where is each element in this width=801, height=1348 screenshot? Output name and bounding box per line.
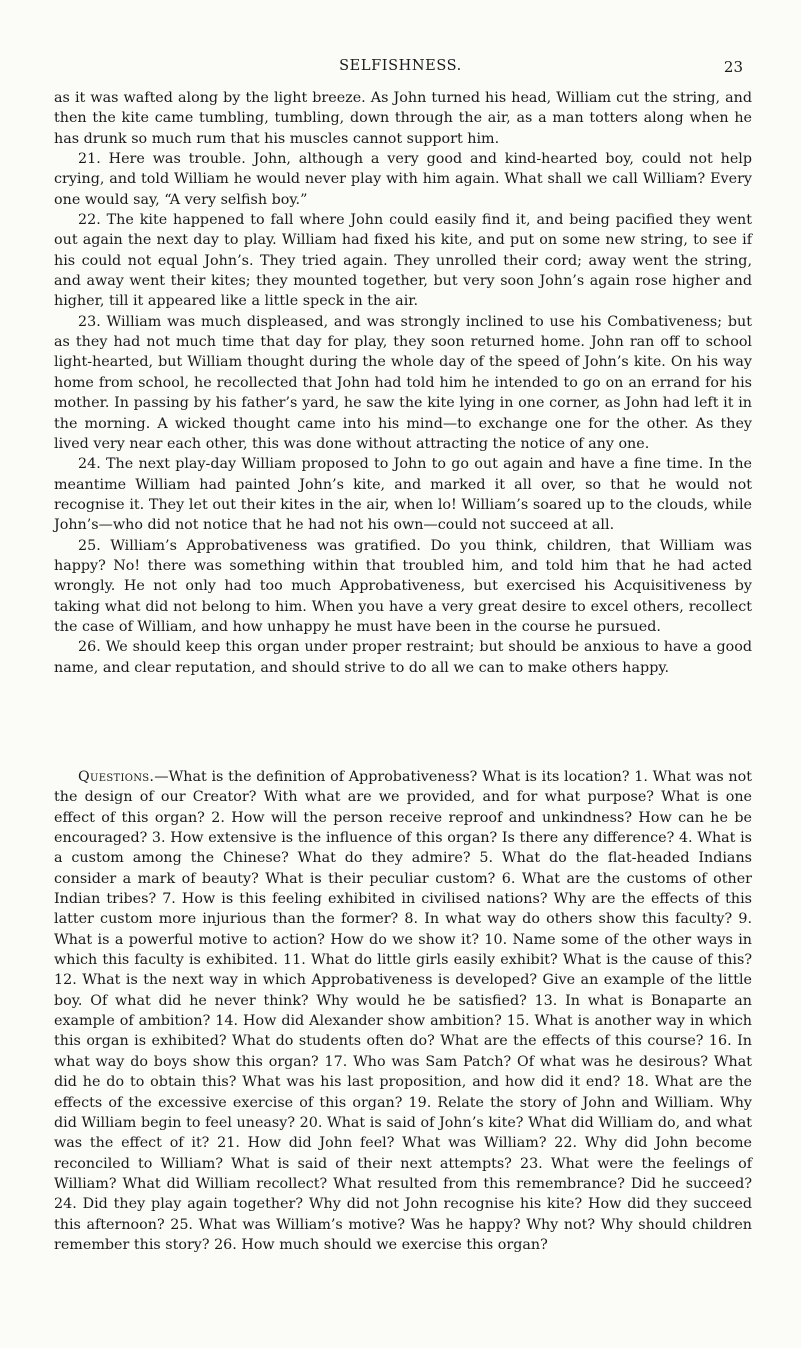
running-head: [0, 58, 801, 80]
paragraph: 23. William was much displeased, and was strongly inclined to use his Combativeness; but as they had not much time that day for play, they soon returned home. John ran off to school light-hearted, but William thought during the whole day of the speed of John’s kite. On his way home from school, he recollected that John had told him he intended to go on an errand for his mother. In passing by his father’s yard, he saw the kite lying in one corner, as John had left it in the morning. A wicked thought came into his mind—to exchange one for the other. As they lived very near each other, this was done without attracting the notice of any one.: [54, 313, 752, 452]
questions-label: Questions.: [78, 769, 155, 785]
body-text: [54, 88, 752, 678]
paragraph: 26. We should keep this organ under proper restraint; but should be anxious to have a good name, and clear reputation, and should strive to do all we can to make others happy.: [54, 639, 752, 676]
questions-section: [54, 767, 752, 1255]
running-title: SELFISHNESS.: [339, 58, 462, 74]
page-number: 23: [723, 58, 743, 76]
paragraph: 21. Here was trouble. John, although a very good and kind-hearted boy, could not help crying, and told William he would never play with him again. What shall we call William? Every one would say, “A very selfish boy.”: [54, 151, 752, 208]
paragraph: 24. The next play-day William proposed to John to go out again and have a fine time. In the meantime William had painted John’s kite, and marked it all over, so that he would not recognise it. They let out their kites in the air, when lo! William’s soared up to the clouds, while John’s—who did not notice that he had not his own—could not succeed at all.: [54, 456, 752, 534]
paragraph: as it was wafted along by the light breeze. As John turned his head, William cut the string, and then the kite came tumbling, tumbling, down through the air, as a man totters along when he has drunk so much rum that his muscles cannot support him.: [54, 90, 752, 147]
questions-text: —What is the definition of Approbativeness? What is its location? 1. What was not the design of our Creator? With what are we provided, and for what purpose? What is one effect of this organ? 2. How will the person receive reproof and unkindness? How can he be encouraged? 3. How extensive is the influence of this organ? Is there any difference? 4. What is a custom among the Chinese? What do they admire? 5. What do the flat-headed Indians consider a mark of beauty? What is their peculiar custom? 6. What are the customs of other Indian tribes? 7. How is this feeling exhibited in civilised nations? Why are the effects of this latter custom more injurious than the former? 8. In what way do others show this faculty? 9. What is a powerful motive to action? How do we show it? 10. Name some of the other ways in which this faculty is exhibited. 11. What do little girls easily exhibit? What is the cause of this? 12. What is the next way in which Approbativeness is developed? Give an example of the little boy. Of what did he never think? Why would he be satisfied? 13. In what is Bonaparte an example of ambition? 14. How did Alexander show ambition? 15. What is another way in which this organ is exhibited? What do students often do? What are the effects of this course? 16. In what way do boys show this organ? 17. Who was Sam Patch? Of what was he desirous? What did he do to obtain this? What was his last proposition, and how did it end? 18. What are the effects of the excessive exercise of this organ? 19. Relate the story of John and William. Why did William begin to feel uneasy? 20. What is said of John’s kite? What did William do, and what was the effect of it? 21. How did John feel? What was William? 22. Why did John become reconciled to William? What is said of their next attempts? 23. What were the feelings of William? What did William recollect? What resulted from this remembrance? Did he succeed? 24. Did they play again together? Why did not John recognise his kite? How did they succeed this afternoon? 25. What was William’s motive? Was he happy? Why not? Why should children remember this story? 26. How much should we exercise this organ?: [54, 769, 752, 1253]
paragraph: 22. The kite happened to fall where John could easily find it, and being pacified they went out again the next day to play. William had fixed his kite, and put on some new string, to see if his could not equal John’s. They tried again. They unrolled their cord; away went the string, and away went their kites; they mounted together, but very soon John’s again rose higher and higher, till it appeared like a little speck in the air.: [54, 212, 752, 310]
paragraph: 25. William’s Approbativeness was gratified. Do you think, children, that William was happy? No! there was something within that troubled him, and told him that he had acted wrongly. He not only had too much Approbativeness, but exercised his Acquisitiveness by taking what did not belong to him. When you have a very great desire to excel others, recollect the case of William, and how unhappy he must have been in the course he pursued.: [54, 537, 752, 635]
